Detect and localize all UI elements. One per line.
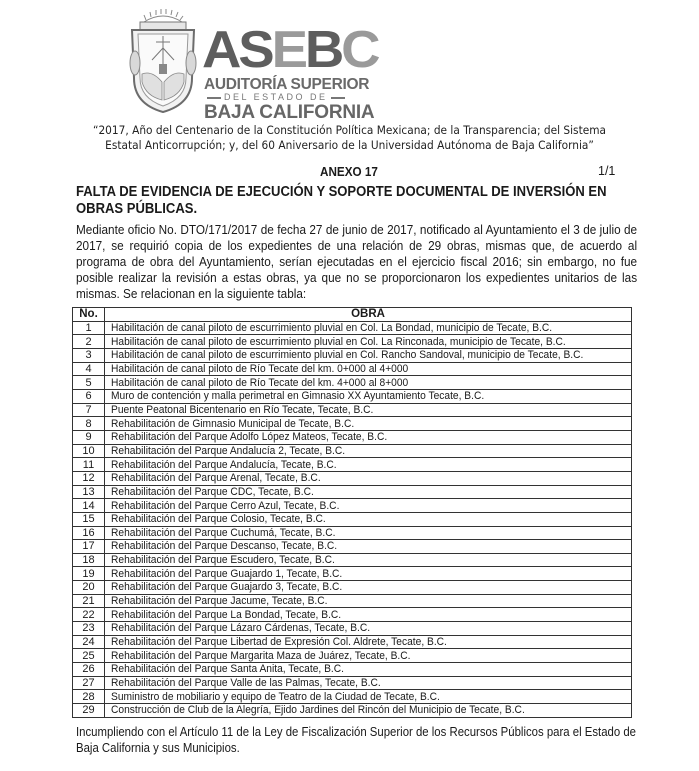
table-row xyxy=(73,581,632,595)
row-obra-text: Rehabilitación del Parque Adolfo López Mateos, Tecate, B.C. xyxy=(111,431,388,444)
row-number: 7 xyxy=(73,403,105,417)
table-row xyxy=(73,389,632,403)
row-obra-cell xyxy=(105,581,632,595)
row-obra-cell xyxy=(105,417,632,431)
row-number: 8 xyxy=(73,417,105,431)
column-header-no: No. xyxy=(73,308,105,322)
row-obra-text: Rehabilitación del Parque Jacume, Tecate, B.C. xyxy=(111,595,328,608)
row-number: 29 xyxy=(73,704,105,718)
official-motto xyxy=(28,123,671,153)
row-obra-cell xyxy=(105,690,632,704)
table-header-row xyxy=(73,308,632,322)
row-obra-text: Rehabilitación de Gimnasio Municipal de Tecate, B.C. xyxy=(111,417,355,430)
logo-acronym: ASEBC xyxy=(202,21,378,79)
table-row xyxy=(73,444,632,458)
table-row xyxy=(73,430,632,444)
row-obra-cell xyxy=(105,526,632,540)
table-row xyxy=(73,663,632,677)
row-number: 26 xyxy=(73,663,105,677)
row-obra-text: Habilitación de canal piloto de escurrimiento pluvial en Col. La Rinconada, municipio de Tecate, B.C. xyxy=(111,335,566,348)
motto-line-2: Estatal Anticorrupción; y, del 60 Aniversario de la Universidad Autónoma de Baja California” xyxy=(105,138,594,152)
row-obra-cell xyxy=(105,553,632,567)
row-obra-cell xyxy=(105,376,632,390)
table-row xyxy=(73,567,632,581)
row-obra-cell xyxy=(105,635,632,649)
table-row xyxy=(73,676,632,690)
row-obra-cell xyxy=(105,444,632,458)
logo-line-1: AUDITORÍA SUPERIOR xyxy=(204,76,370,93)
table-row xyxy=(73,608,632,622)
footer-paragraph: Incumpliendo con el Artículo 11 de la Ley de Fiscalización Superior de los Recursos Públicos para el Estado de Baja California y sus Municipios. xyxy=(76,725,637,755)
table-row xyxy=(73,471,632,485)
row-obra-text: Rehabilitación del Parque La Bondad, Tecate, B.C. xyxy=(111,608,342,621)
row-number: 15 xyxy=(73,512,105,526)
row-obra-text: Rehabilitación del Parque Guajardo 3, Tecate, B.C. xyxy=(111,581,343,594)
row-number: 6 xyxy=(73,389,105,403)
table-row xyxy=(73,635,632,649)
row-number: 23 xyxy=(73,622,105,636)
row-number: 11 xyxy=(73,458,105,472)
table-row xyxy=(73,417,632,431)
row-obra-cell xyxy=(105,704,632,718)
row-number: 3 xyxy=(73,348,105,362)
row-number: 9 xyxy=(73,430,105,444)
logo-line-3: BAJA CALIFORNIA xyxy=(204,102,375,123)
row-obra-cell xyxy=(105,567,632,581)
row-obra-text: Rehabilitación del Parque Cuchumá, Tecate, B.C. xyxy=(111,526,336,539)
row-obra-text: Rehabilitación del Parque Santa Anita, Tecate, B.C. xyxy=(111,663,344,676)
row-obra-cell xyxy=(105,663,632,677)
row-obra-text: Habilitación de canal piloto de escurrimiento pluvial en Col. La Bondad, municipio de Tecate, B.C. xyxy=(111,321,553,334)
row-obra-cell xyxy=(105,622,632,636)
row-obra-text: Rehabilitación del Parque Escudero, Tecate, B.C. xyxy=(111,554,335,567)
table-row xyxy=(73,499,632,513)
row-obra-text: Rehabilitación del Parque Andalucía, Tecate, B.C. xyxy=(111,458,337,471)
table-row xyxy=(73,553,632,567)
row-obra-text: Habilitación de canal piloto de escurrimiento pluvial en Col. Rancho Sandoval, municipio de Tecate, B.C. xyxy=(111,349,584,362)
row-obra-text: Puente Peatonal Bicentenario en Río Tecate, Tecate, B.C. xyxy=(111,403,374,416)
row-number: 5 xyxy=(73,376,105,390)
row-obra-cell xyxy=(105,594,632,608)
row-obra-text: Habilitación de canal piloto de Río Tecate del km. 0+000 al 4+000 xyxy=(111,362,409,375)
row-obra-text: Rehabilitación del Parque Libertad de Expresión Col. Aldrete, Tecate, B.C. xyxy=(111,636,447,649)
table-row xyxy=(73,540,632,554)
intro-paragraph: Mediante oficio No. DTO/171/2017 de fecha 27 de junio de 2017, notificado al Ayuntamiento el 3 de julio de 2017, se requirió copia de los expedientes de una relación de 29 obras, mismas que, de acuerdo al programa de obra del Ayuntamiento, serían ejecutadas en el ejercicio fiscal 2016; sin embargo, no fue posible realizar la revisión a estas obras, ya que no se proporcionaron los expedientes unitarios de las mismas. Se relacionan en la siguiente tabla: xyxy=(76,222,638,301)
table-row xyxy=(73,376,632,390)
row-number: 18 xyxy=(73,553,105,567)
row-obra-text: Rehabilitación del Parque Descanso, Tecate, B.C. xyxy=(111,540,338,553)
document-title xyxy=(76,184,607,218)
row-obra-text: Construcción de Club de la Alegría, Ejido Jardines del Rincón del Municipio de Tecate, B.C. xyxy=(111,704,525,717)
row-obra-text: Rehabilitación del Parque Andalucía 2, Tecate, B.C. xyxy=(111,444,346,457)
row-obra-text: Suministro de mobiliario y equipo de Teatro de la Ciudad de Tecate, B.C. xyxy=(111,690,440,703)
row-number: 19 xyxy=(73,567,105,581)
row-obra-cell xyxy=(105,458,632,472)
row-obra-text: Rehabilitación del Parque Cerro Azul, Tecate, B.C. xyxy=(111,499,340,512)
row-obra-text: Muro de contención y malla perimetral en Gimnasio XX Ayuntamiento Tecate, B.C. xyxy=(111,390,485,403)
row-number: 2 xyxy=(73,335,105,349)
row-number: 12 xyxy=(73,471,105,485)
row-number: 25 xyxy=(73,649,105,663)
row-obra-cell xyxy=(105,321,632,335)
table-row xyxy=(73,690,632,704)
row-number: 1 xyxy=(73,321,105,335)
row-number: 10 xyxy=(73,444,105,458)
motto-line-1: “2017, Año del Centenario de la Constitución Política Mexicana; de la Transparencia; del Sistema xyxy=(92,123,607,137)
row-obra-text: Habilitación de canal piloto de Río Tecate del km. 4+000 al 8+000 xyxy=(111,376,409,389)
row-obra-text: Rehabilitación del Parque Colosio, Tecate, B.C. xyxy=(111,513,326,526)
row-number: 17 xyxy=(73,540,105,554)
row-obra-cell xyxy=(105,676,632,690)
row-obra-text: Rehabilitación del Parque Arenal, Tecate, B.C. xyxy=(111,472,321,485)
row-obra-cell xyxy=(105,471,632,485)
row-obra-cell xyxy=(105,335,632,349)
row-obra-cell xyxy=(105,362,632,376)
table-row xyxy=(73,321,632,335)
row-obra-cell xyxy=(105,485,632,499)
row-obra-cell xyxy=(105,608,632,622)
table-row xyxy=(73,485,632,499)
table-row xyxy=(73,649,632,663)
row-obra-cell xyxy=(105,389,632,403)
table-row xyxy=(73,526,632,540)
row-obra-text: Rehabilitación del Parque Lázaro Cárdenas, Tecate, B.C. xyxy=(111,622,371,635)
row-obra-cell xyxy=(105,512,632,526)
asebc-logo xyxy=(126,8,378,123)
table-row xyxy=(73,335,632,349)
row-number: 28 xyxy=(73,690,105,704)
annex-label: ANEXO 17 xyxy=(320,164,378,179)
row-number: 24 xyxy=(73,635,105,649)
row-number: 14 xyxy=(73,499,105,513)
table-row xyxy=(73,512,632,526)
table-body xyxy=(73,321,632,717)
row-obra-cell xyxy=(105,348,632,362)
row-obra-cell xyxy=(105,430,632,444)
coat-of-arms-icon xyxy=(126,8,200,114)
table-row xyxy=(73,362,632,376)
row-number: 4 xyxy=(73,362,105,376)
table-row xyxy=(73,622,632,636)
row-obra-cell xyxy=(105,499,632,513)
title-line-1: FALTA DE EVIDENCIA DE EJECUCIÓN Y SOPORTE DOCUMENTAL DE INVERSIÓN EN xyxy=(76,184,607,200)
row-number: 22 xyxy=(73,608,105,622)
row-obra-cell xyxy=(105,540,632,554)
table-row xyxy=(73,704,632,718)
row-obra-cell xyxy=(105,403,632,417)
row-obra-text: Rehabilitación del Parque Valle de las Palmas, Tecate, B.C. xyxy=(111,677,381,690)
row-obra-text: Rehabilitación del Parque CDC, Tecate, B.C. xyxy=(111,485,314,498)
logo-line-2: DEL ESTADO DE xyxy=(204,92,348,102)
row-number: 20 xyxy=(73,581,105,595)
row-number: 16 xyxy=(73,526,105,540)
page-number: 1/1 xyxy=(598,164,616,178)
table-row xyxy=(73,348,632,362)
row-obra-text: Rehabilitación del Parque Margarita Maza de Juárez, Tecate, B.C. xyxy=(111,649,411,662)
row-obra-text: Rehabilitación del Parque Guajardo 1, Tecate, B.C. xyxy=(111,567,343,580)
title-line-2: OBRAS PÚBLICAS. xyxy=(76,201,198,217)
row-obra-cell xyxy=(105,649,632,663)
table-row xyxy=(73,458,632,472)
row-number: 13 xyxy=(73,485,105,499)
row-number: 27 xyxy=(73,676,105,690)
table-row xyxy=(73,403,632,417)
column-header-obra: OBRA xyxy=(105,308,632,322)
table-row xyxy=(73,594,632,608)
obras-table xyxy=(72,307,632,718)
row-number: 21 xyxy=(73,594,105,608)
